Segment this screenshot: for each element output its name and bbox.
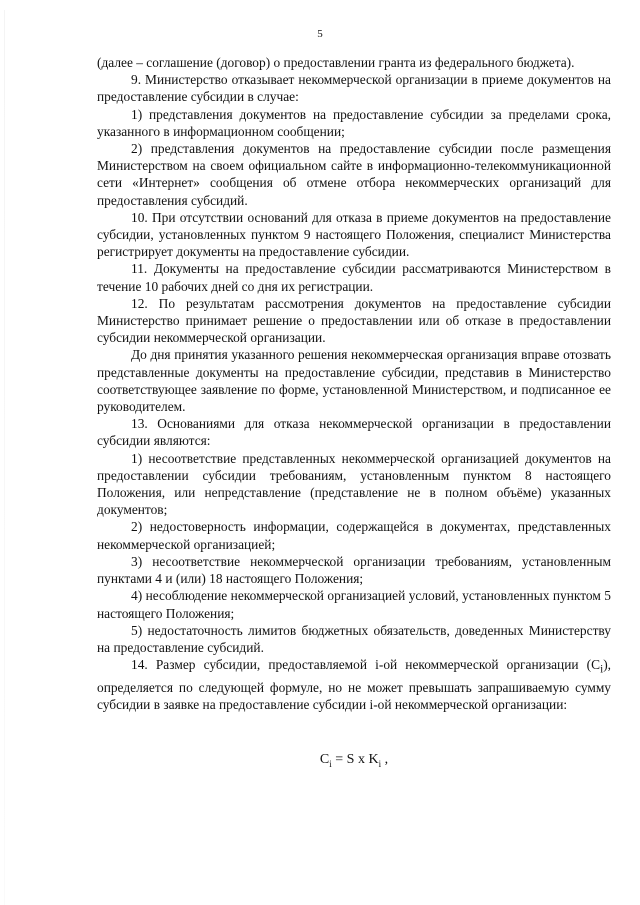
formula-c-subscript: i xyxy=(329,759,332,770)
formula-k-subscript: i xyxy=(378,759,382,770)
paragraph: 10. При отсутствии оснований для отказа в приеме документов на предоставление субсидии, установленных пунктом 9 настоящего Положения, специалист Министерства регистрирует документы на предоставление субсидии. xyxy=(97,209,611,260)
paragraph-14-text-end: ), определяется по следующей формуле, но не может превышать запрашиваемую сумму субсидии в заявке на предоставление субсидии i-ой некоммерческой организации: xyxy=(97,657,611,713)
paragraph: До дня принятия указанного решения некоммерческая организация вправе отозвать представленные документы на предоставление субсидии, представив в Министерство соответствующее заявление по форме, установленной Министерством, и подписанное ее руководителем. xyxy=(97,347,611,415)
paragraph: 11. Документы на предоставление субсидии рассматриваются Министерством в течение 10 рабочих дней со дня их регистрации. xyxy=(97,261,611,294)
paragraph: 13. Основаниями для отказа некоммерческой организации в предоставлении субсидии являются: xyxy=(97,416,611,449)
paragraph: 9. Министерство отказывает некоммерческой организации в приеме документов на предоставление субсидии в случае: xyxy=(97,72,611,105)
paragraph-14-text-start: 14. Размер субсидии, предоставляемой i-ой некоммерческой организации (C xyxy=(131,657,601,673)
formula-tail: , xyxy=(381,752,389,768)
paragraph-14 xyxy=(97,656,611,713)
page-number: 5 xyxy=(317,28,323,40)
paragraph: (далее – соглашение (договор) о предоставлении гранта из федерального бюджета). xyxy=(97,55,575,70)
paragraph: 2) недостоверность информации, содержащейся в документах, представленных некоммерческой организацией; xyxy=(97,519,611,552)
formula xyxy=(97,751,611,773)
paragraph: 5) недостаточность лимитов бюджетных обязательств, доведенных Министерству на предоставление субсидий. xyxy=(97,622,611,655)
paragraph: 2) представления документов на предоставление субсидии после размещения Министерством на своем официальном сайте в информационно-телекоммуникационной сети «Интернет» сообщения об отмене отбора некоммерческих организаций для предоставления субсидий. xyxy=(97,141,611,208)
paragraph-list xyxy=(97,54,611,656)
paragraph: 12. По результатам рассмотрения документов на предоставление субсидии Министерство принимает решение о предоставлении или об отказе в предоставлении субсидии некоммерческой организации. xyxy=(97,295,611,346)
paragraph: 4) несоблюдение некоммерческой организацией условий, установленных пунктом 5 настоящего Положения; xyxy=(97,588,611,621)
paragraph-14-subscript: i xyxy=(600,663,604,676)
document-body xyxy=(97,54,611,773)
scan-edge-artifact xyxy=(4,10,5,905)
paragraph: 1) представления документов на предоставление субсидии за пределами срока, указанного в информационном сообщении; xyxy=(97,106,611,139)
formula-c: C xyxy=(319,752,330,768)
formula-middle: = S x K xyxy=(331,752,379,768)
paragraph: 3) несоответствие некоммерческой организации требованиям, установленным пунктами 4 и (или) 18 настоящего Положения; xyxy=(97,553,611,587)
paragraph: 1) несоответствие представленных некоммерческой организацией документов на предоставлении субсидии требованиям, установленным пунктом 8 настоящего Положения, или непредставление (представление не в полном объёме) указанных документов; xyxy=(97,450,611,518)
